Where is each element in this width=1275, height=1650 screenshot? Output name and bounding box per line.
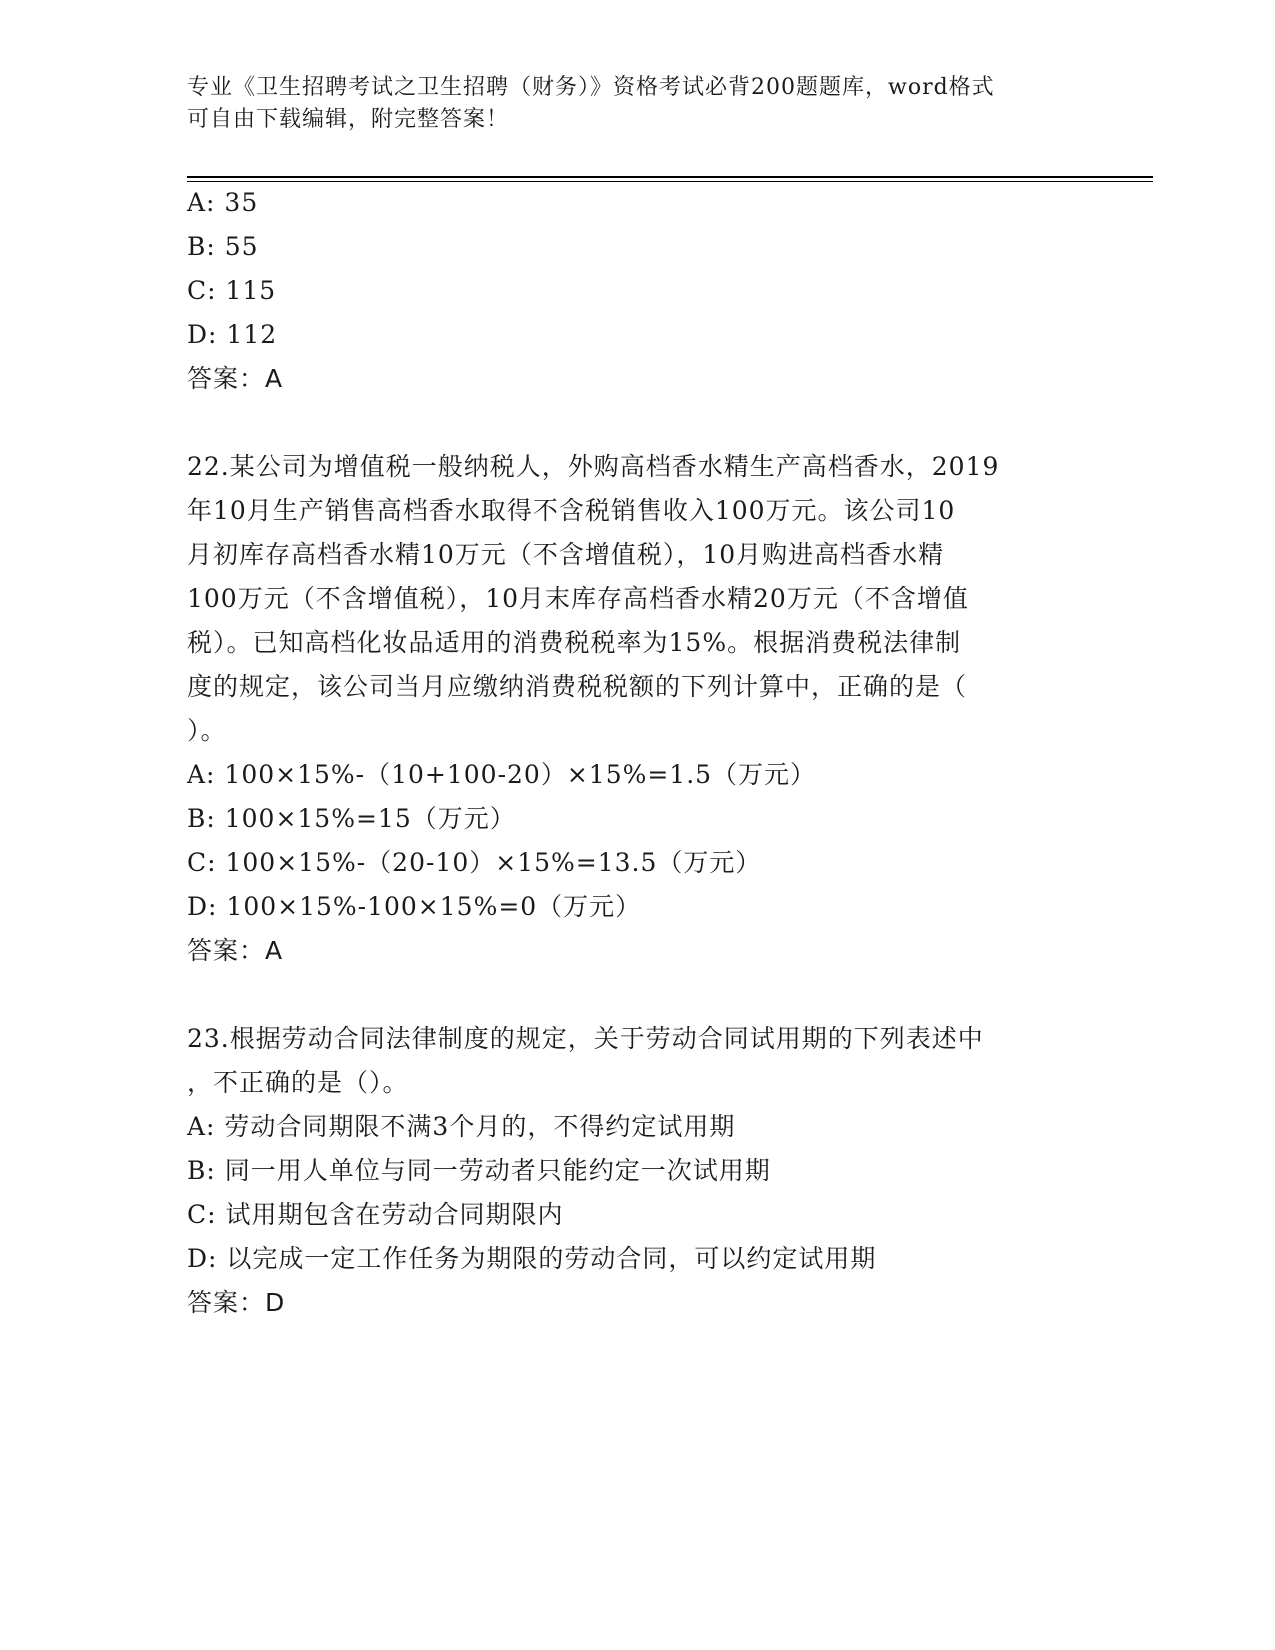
q23-option-b: B: 同一用人单位与同一劳动者只能约定一次试用期: [187, 1156, 771, 1185]
q23-stem-line-1: 23.根据劳动合同法律制度的规定，关于劳动合同试用期的下列表述中: [187, 1024, 984, 1053]
q22-stem-line-4: 100万元（不含增值税），10月末库存高档香水精20万元（不含增值: [187, 584, 969, 613]
q22-stem-line-5: 税）。已知高档化妆品适用的消费税税率为15%。根据消费税法律制: [187, 628, 962, 657]
q22-stem-line-3: 月初库存高档香水精10万元（不含增值税），10月购进高档香水精: [187, 540, 945, 569]
q23-option-c: C: 试用期包含在劳动合同期限内: [187, 1200, 564, 1229]
q21-option-d: D: 112: [187, 320, 278, 349]
header-line-2: 可自由下载编辑，附完整答案！: [187, 107, 510, 132]
q22-option-a: A: 100×15%-（10+100-20）×15%=1.5（万元）: [187, 760, 817, 789]
q21-option-c: C: 115: [187, 276, 277, 305]
q23-stem-line-2: ，不正确的是（）。: [187, 1068, 409, 1097]
q22-option-d: D: 100×15%-100×15%=0（万元）: [187, 892, 642, 921]
document-header: [187, 72, 1067, 136]
q22-option-b: B: 100×15%=15（万元）: [187, 804, 516, 833]
q22-option-c: C: 100×15%-（20-10）×15%=13.5（万元）: [187, 848, 762, 877]
q23-answer: 答案：D: [187, 1288, 286, 1317]
header-line-1: 专业《卫生招聘考试之卫生招聘（财务）》资格考试必背200题题库，word格式: [187, 75, 995, 100]
q22-stem-line-1: 22.某公司为增值税一般纳税人，外购高档香水精生产高档香水，2019: [187, 452, 1000, 481]
q21-option-a: A: 35: [187, 188, 259, 217]
q22-stem-line-7: ）。: [187, 716, 227, 745]
q21-answer: 答案：A: [187, 364, 284, 393]
header-divider-thin: [187, 181, 1153, 182]
q23-option-d: D: 以完成一定工作任务为期限的劳动合同，可以约定试用期: [187, 1244, 877, 1273]
header-divider-thick: [187, 176, 1153, 178]
q22-answer: 答案：A: [187, 936, 284, 965]
q22-stem-line-6: 度的规定，该公司当月应缴纳消费税税额的下列计算中，正确的是（: [187, 672, 968, 701]
q22-stem-line-2: 年10月生产销售高档香水取得不含税销售收入100万元。该公司10: [187, 496, 956, 525]
q23-option-a: A: 劳动合同期限不满3个月的，不得约定试用期: [187, 1112, 736, 1141]
q21-option-b: B: 55: [187, 232, 259, 261]
